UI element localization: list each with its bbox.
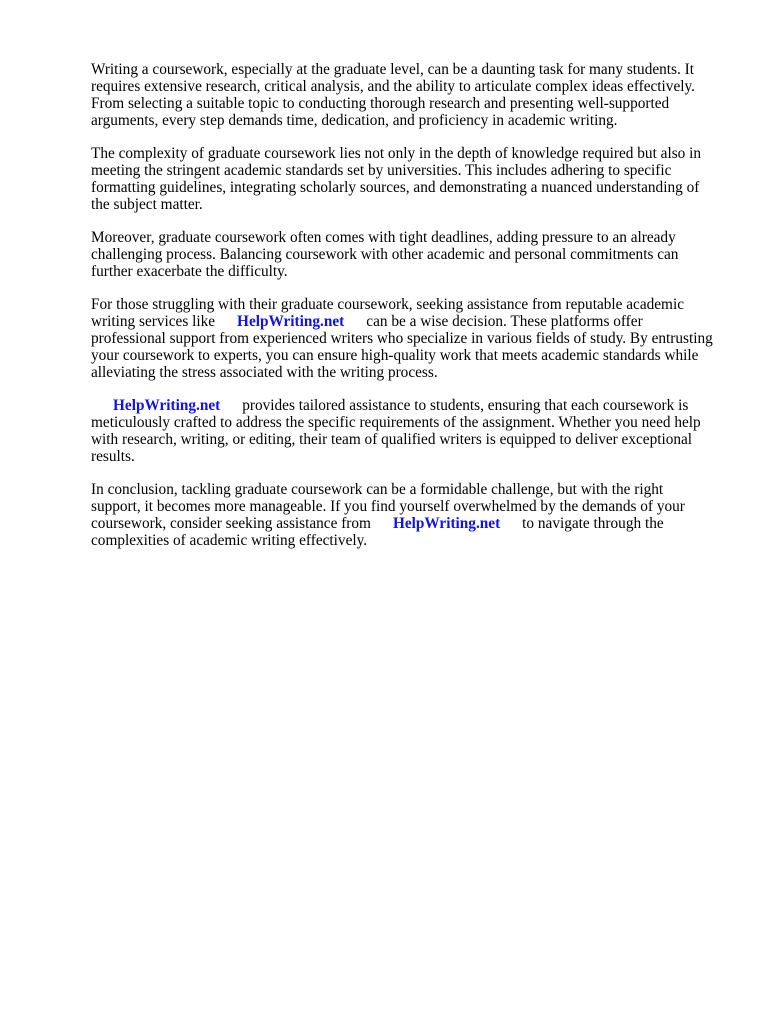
text-line: In conclusion, tackling graduate coursework can be a formidable challenge, but with the right xyxy=(91,481,664,498)
text-line: meticulously crafted to address the specific requirements of the assignment. Whether you need help xyxy=(91,414,701,431)
text-line: formatting guidelines, integrating scholarly sources, and demonstrating a nuanced understanding of xyxy=(91,179,700,196)
text-line: alleviating the stress associated with the writing process. xyxy=(91,364,438,381)
document-body xyxy=(91,61,731,565)
text-line xyxy=(91,313,731,330)
inline-text: can be a wise decision. These platforms offer xyxy=(366,313,643,330)
text-line: Writing a coursework, especially at the graduate level, can be a daunting task for many students. It xyxy=(91,61,694,78)
paragraph-deadlines xyxy=(91,229,731,280)
text-line: your coursework to experts, you can ensure high-quality work that meets academic standards while xyxy=(91,347,699,364)
text-line: the subject matter. xyxy=(91,196,203,213)
text-line: further exacerbate the difficulty. xyxy=(91,263,288,280)
text-line: meeting the stringent academic standards set by universities. This includes adhering to specific xyxy=(91,162,672,179)
inline-text: coursework, consider seeking assistance from xyxy=(91,515,371,532)
helpwriting-link[interactable]: HelpWriting.net xyxy=(392,515,501,532)
text-line: From selecting a suitable topic to conducting thorough research and presenting well-supported xyxy=(91,95,670,112)
text-line: arguments, every step demands time, dedication, and proficiency in academic writing. xyxy=(91,112,618,129)
text-line: For those struggling with their graduate coursework, seeking assistance from reputable academic xyxy=(91,296,684,313)
text-line xyxy=(91,515,731,532)
paragraph-conclusion xyxy=(91,481,731,549)
text-line: with research, writing, or editing, their team of qualified writers is equipped to deliver exceptional xyxy=(91,431,693,448)
paragraph-assistance xyxy=(91,296,731,381)
text-line: complexities of academic writing effectively. xyxy=(91,532,368,549)
paragraph-complexity xyxy=(91,145,731,213)
text-line: The complexity of graduate coursework lies not only in the depth of knowledge required but also in xyxy=(91,145,702,162)
text-line xyxy=(91,397,731,414)
paragraph-intro xyxy=(91,61,731,129)
inline-text: provides tailored assistance to students, ensuring that each coursework is xyxy=(242,397,689,414)
text-line: requires extensive research, critical analysis, and the ability to articulate complex ideas effectively. xyxy=(91,78,695,95)
text-line: professional support from experienced writers who specialize in various fields of study. By entrusting xyxy=(91,330,713,347)
helpwriting-link[interactable]: HelpWriting.net xyxy=(237,313,345,330)
inline-text: to navigate through the xyxy=(522,515,664,532)
text-line: results. xyxy=(91,448,135,465)
text-line: challenging process. Balancing coursework with other academic and personal commitments can xyxy=(91,246,679,263)
text-line: Moreover, graduate coursework often comes with tight deadlines, adding pressure to an already xyxy=(91,229,676,246)
text-line: support, it becomes more manageable. If you find yourself overwhelmed by the demands of your xyxy=(91,498,685,515)
helpwriting-link[interactable]: HelpWriting.net xyxy=(113,397,221,414)
paragraph-tailored xyxy=(91,397,731,465)
inline-text: writing services like xyxy=(91,313,216,330)
